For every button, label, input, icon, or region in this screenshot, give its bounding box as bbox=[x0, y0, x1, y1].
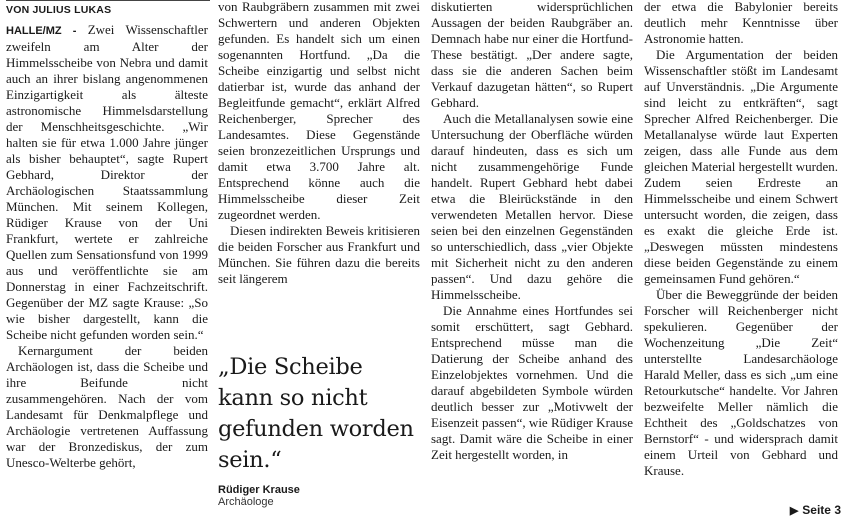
paragraph bbox=[6, 22, 208, 343]
pull-quote bbox=[218, 352, 420, 508]
paragraph: Die Annahme eines Hortfundes sei somit erschüttert, sagt Gebhard. Entsprechend müsse man die Datierung der Scheibe anhand des Einzelobjektes vornehmen. Und die darauf abgebildeten Symbole würden deutlich besser zur „Motivwelt der Eisenzeit passen“, wie Rüdiger Krause sagt. Damit wäre die Scheibe in einer Zeit hergestellt worden, in bbox=[431, 303, 633, 462]
triangle-arrow-icon: ▶ bbox=[789, 504, 799, 517]
paragraph: Über die Beweggründe der beiden Forscher will Reichenberger nicht spekulieren. Gegenüber der Wochenzeitung „Die Zeit“ unterstellte Landesarchäologe Harald Meller, dass es sich „um eine Retourkutsche“ handelte. Vor Jahren bezweifelte Meller nämlich die Echtheit des „Goldschatzes von Bernstorf“ - und widersprach damit einem Urteil von Gebhard und Krause. bbox=[644, 287, 838, 478]
byline: VON JULIUS LUKAS bbox=[6, 4, 112, 16]
pull-quote-role: Archäologe bbox=[218, 496, 274, 508]
paragraph: Auch die Metallanalysen sowie eine Untersuchung der Oberfläche würden darauf hindeuten, dass es sich um nicht zusammengehörige Funde handelt. Rupert Gebhard hebt dabei etwa die Bleirückstände in den verwendeten Metallen hervor. Diese seien bei den einzelnen Gegenständen so unterschiedlich, dass „vier Objekte mit Sicherheit nicht zu den anderen passen“. Und dazu gehöre die Himmelsscheibe. bbox=[431, 111, 633, 302]
pull-quote-text: „Die Scheibe kann so nicht gefunden worden sein.“ bbox=[218, 354, 414, 473]
paragraph: von Raubgräbern zusammen mit zwei Schwertern und anderen Objekten gefunden. Es handelt sich um einen sogenannten Hortfund. „Da die Scheibe einzigartig und selbst nicht datierbar ist, wurde das anhand der Begleitfunde gemacht“, erklärt Alfred Reichenberger, Sprecher des Landesamtes. Diese Gegenstände seien bronzezeitlichen Ursprungs und damit etwa 3.700 Jahre alt. Entsprechend könne auch die Himmelsscheibe dieser Zeit zugeordnet werden. bbox=[218, 0, 420, 222]
byline-block bbox=[6, 1, 208, 23]
paragraph: Die Argumentation der beiden Wissenschaftler stößt im Landesamt auf Unverständnis. „Die Argumente sind leicht zu entkräften“, sagt Sprecher Alfred Reichenberger. Die Metallanalyse würde laut Experten zeigen, dass alle Funde aus dem gleichen Material hergestellt wurden. Zudem seien Erdreste an Himmelsscheibe und einem Schwert untersucht worden, die zeigen, dass es exakt die gleiche Erde ist. „Deswegen müssten mindestens diese beiden Gegenstände zu einem gemeinsamen Fund gehören.“ bbox=[644, 47, 838, 286]
paragraph: Kernargument der beiden Archäologen ist, dass die Scheibe und ihre Beifunde nicht zusammengehören. Nach der vom Landesamt für Denkmalpflege und Archäologie vertretenen Auffassung war der Bronzediskus, der zum Unesco-Welterbe gehört, bbox=[6, 343, 208, 470]
page-reference-link[interactable] bbox=[790, 503, 841, 517]
paragraph-text: Zwei Wissenschaftler zweifeln am Alter der Himmelsscheibe von Nebra und damit auch an ihrer bislang angenommenen Einzigartigkeit als älteste astronomische Himmelsdarstellung der Menschheitsgeschichte. „Wir halten sie für etwa 1.000 Jahre jünger als bisher behauptet“, sagte Rupert Gebhard, Direktor der Archäologischen Staatssammlung München. Mit seinem Kollegen, Rüdiger Krause von der Uni Frankfurt, wertete er zahlreiche Quellen zum Sensationsfund von 1999 aus und veröffentlichte sie am Donnerstag in einer Fachzeitschrift. Gegenüber der MZ sagte Krause: „So wie bisher dargestellt, kann die Scheibe nicht gefunden worden sein.“ bbox=[6, 22, 208, 342]
paragraph: der etwa die Babylonier bereits deutlich mehr Kenntnisse über Astronomie hatten. bbox=[644, 0, 838, 46]
paragraph: diskutierten widersprüchlichen Aussagen der beiden Raubgräber an. Demnach habe nur einer die Hortfund-These bestätigt. „Der andere sagte, dass sie die anderen Sachen beim Verkauf dazugetan hätten“, so Rupert Gebhard. bbox=[431, 0, 633, 110]
column-2 bbox=[218, 0, 420, 287]
dateline: HALLE/MZ - bbox=[6, 25, 77, 37]
paragraph: Diesen indirekten Beweis kritisieren die beiden Forscher aus Frankfurt und München. Sie führen dazu die bereits seit längerem bbox=[218, 223, 420, 286]
column-4 bbox=[644, 0, 838, 479]
column-3 bbox=[431, 0, 633, 463]
pull-quote-author: Rüdiger Krause bbox=[218, 484, 300, 496]
column-1 bbox=[6, 22, 208, 471]
page-reference-label: Seite 3 bbox=[802, 503, 841, 517]
